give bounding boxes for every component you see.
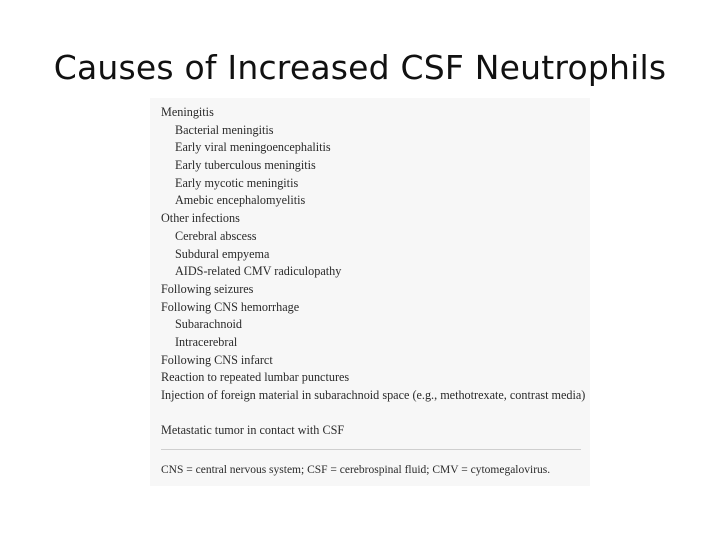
list-subitem: AIDS-related CMV radiculopathy	[175, 264, 342, 279]
list-subitem: Early mycotic meningitis	[175, 175, 299, 190]
divider	[161, 449, 581, 450]
list-subitem: Early viral meningoencephalitis	[175, 140, 331, 155]
list-item: Injection of foreign material in subarachnoid space (e.g., methotrexate, contrast media)	[161, 388, 586, 402]
list-subitem: Amebic encephalomyelitis	[175, 193, 306, 208]
causes-list	[161, 104, 586, 440]
list-item: Metastatic tumor in contact with CSF	[161, 423, 345, 437]
list-item: Following CNS hemorrhage	[161, 299, 300, 314]
list-subitem: Bacterial meningitis	[175, 122, 274, 137]
list-item: Other infections	[161, 211, 240, 226]
footnote: CNS = central nervous system; CSF = cerebrospinal fluid; CMV = cytomegalovirus.	[161, 464, 551, 476]
list-subitem: Subarachnoid	[175, 317, 243, 332]
list-item: Following seizures	[161, 281, 254, 296]
list-subitem: Subdural empyema	[175, 246, 270, 261]
list-subitem: Cerebral abscess	[175, 228, 257, 243]
slide-title: Causes of Increased CSF Neutrophils	[53, 48, 667, 87]
list-item: Following CNS infarct	[161, 352, 273, 367]
list-subitem: Intracerebral	[175, 334, 238, 349]
list-subitem: Early tuberculous meningitis	[175, 158, 316, 173]
list-item: Reaction to repeated lumbar punctures	[161, 370, 350, 385]
list-item: Meningitis	[161, 105, 214, 119]
